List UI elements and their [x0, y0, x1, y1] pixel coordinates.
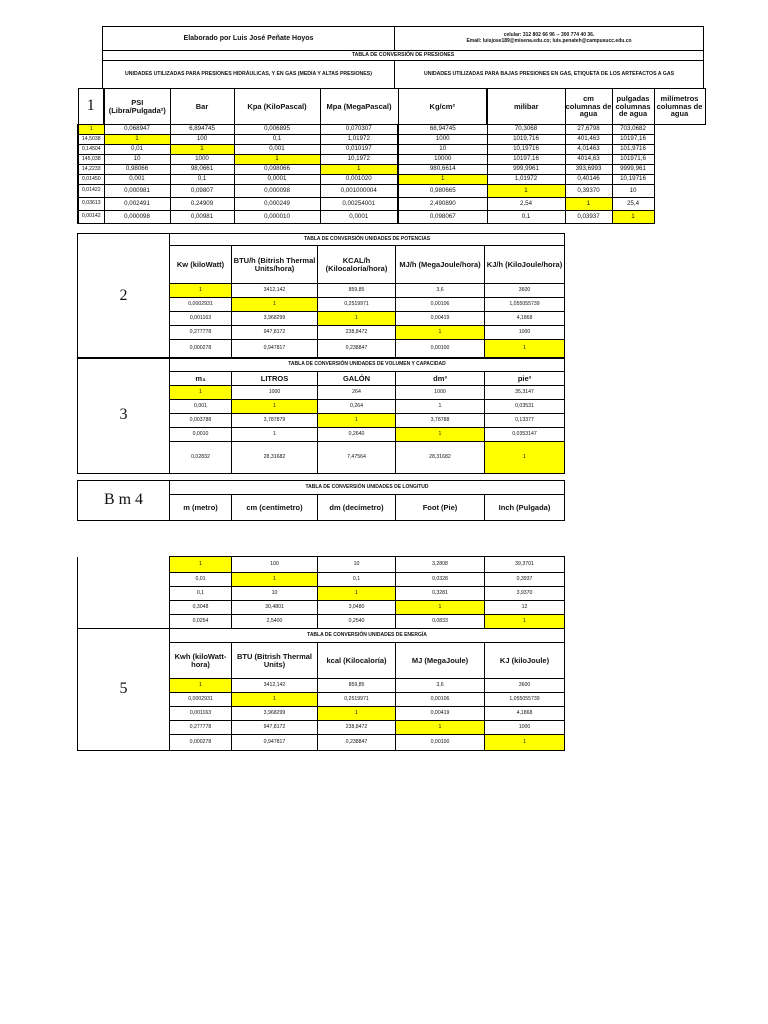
volume-cell: 1000: [232, 386, 318, 400]
energy-header-4: KJ (kiloJoule): [485, 643, 565, 679]
power-cell: 1000: [485, 326, 565, 340]
volume-cell: 1: [232, 428, 318, 442]
pressure-cell: 0,00142: [78, 211, 104, 224]
power-cell: 0,000278: [170, 340, 232, 359]
length-cell: 1: [170, 557, 232, 573]
length-header-1: cm (centímetro): [232, 495, 318, 521]
volume-cell: 0,0353147: [485, 428, 565, 442]
pressure-cell: 10: [104, 155, 170, 165]
length-cell: 0,0328: [396, 573, 485, 587]
pressure-cell: 25,4: [612, 198, 654, 211]
pressure-cell: 1: [565, 198, 612, 211]
pressure-cell: 0,24909: [170, 198, 234, 211]
pressure-cell: 101,9716: [612, 145, 654, 155]
volume-cell: 0,2640: [318, 428, 396, 442]
table-row: [78, 125, 705, 135]
volume-cell: 1: [232, 400, 318, 414]
energy-cell: 0,000278: [170, 735, 232, 751]
pressure-cell: 0,001: [104, 175, 170, 185]
length-cell: 0,1: [318, 573, 396, 587]
volume-cell: 0,0010: [170, 428, 232, 442]
volume-header-1: LITROS: [232, 372, 318, 386]
length-title: TABLA DE CONVERSIÓN UNIDADES DE LONGITUD: [170, 481, 565, 495]
pressure-cell: 98,0661: [170, 165, 234, 175]
pressure-header-3: Mpa (MegaPascal): [320, 89, 398, 125]
pressure-cell: 0,098067: [398, 211, 487, 224]
volume-header-3: dm³: [396, 372, 485, 386]
pressure-cell: 2,490890: [398, 198, 487, 211]
pressure-cell: 0,068947: [104, 125, 170, 135]
energy-cell: 1000: [485, 721, 565, 735]
volume-cell: 0,001: [170, 400, 232, 414]
pressure-cell: 1: [170, 145, 234, 155]
energy-cell: 947,8172: [232, 721, 318, 735]
pressure-cell: 0,03613: [78, 198, 104, 211]
volume-cell: 1: [396, 400, 485, 414]
pressure-cell: 401,463: [565, 135, 612, 145]
pressure-cell: 0,01422: [78, 185, 104, 198]
volume-cell: 7,47564: [318, 442, 396, 474]
energy-cell: 1: [232, 693, 318, 707]
pressure-cell: 0,14504: [78, 145, 104, 155]
section-number-4: B m 4: [78, 481, 170, 521]
power-cell: 859,85: [318, 284, 396, 298]
energy-title: TABLA DE CONVERSIÓN UNIDADES DE ENERGÍA: [170, 629, 565, 643]
volume-cell: 1: [318, 414, 396, 428]
contact-email: Email: luisjose189@misena.edu.co; luis.penateh@campusucc.edu.co: [466, 37, 632, 44]
pressure-cell: 0,1: [487, 211, 565, 224]
pressure-cell: 27,6798: [565, 125, 612, 135]
pressure-cell: 9999,961: [612, 165, 654, 175]
pressure-title: TABLA DE CONVERSIÓN DE PRESIONES: [103, 51, 704, 61]
power-cell: 3600: [485, 284, 565, 298]
power-cell: 3,968299: [232, 312, 318, 326]
length-header-2: dm (decímetro): [318, 495, 396, 521]
power-header-2: KCAL/h (Kilocaloría/hora): [318, 246, 396, 284]
pressure-cell: 0,010197: [320, 145, 398, 155]
energy-cell: 238,8472: [318, 721, 396, 735]
power-cell: 1,055055739: [485, 298, 565, 312]
power-section: [77, 233, 565, 359]
contact-phone: celular: 312 802 66 96 -- 300 774 40 36.: [503, 32, 595, 39]
pressure-header-6: cm columnas de agua: [565, 89, 612, 125]
volume-cell: 0,003788: [170, 414, 232, 428]
length-cell: 3,9370: [485, 587, 565, 601]
power-header-4: KJ/h (KiloJoule/hora): [485, 246, 565, 284]
pressure-cell: 4014,63: [565, 155, 612, 165]
pressure-header-4: Kg/cm²: [398, 89, 487, 125]
volume-cell: 0,03531: [485, 400, 565, 414]
power-cell: 1: [232, 298, 318, 312]
volume-cell: 1: [485, 442, 565, 474]
pressure-cell: 14,2233: [78, 165, 104, 175]
volume-cell: 28,31682: [232, 442, 318, 474]
pressure-cell: 1019,716: [487, 135, 565, 145]
length-cell: 3,2808: [396, 557, 485, 573]
energy-cell: 0,947817: [232, 735, 318, 751]
pressure-cell: 1000: [170, 155, 234, 165]
contact-cell: [395, 27, 704, 51]
pressure-cell: 0,980665: [398, 185, 487, 198]
power-cell: 0,00106: [396, 298, 485, 312]
pressure-header-2: Kpa (KiloPascal): [234, 89, 320, 125]
pressure-cell: 10,19716: [612, 175, 654, 185]
power-cell: 0,2519971: [318, 298, 396, 312]
pressure-cell: 6,894745: [170, 125, 234, 135]
pressure-cell: 0,006895: [234, 125, 320, 135]
volume-cell: 1: [396, 428, 485, 442]
length-cell: 0,3048: [170, 601, 232, 615]
power-cell: 238,8472: [318, 326, 396, 340]
table-row: [78, 211, 705, 224]
pressure-cell: 1,01972: [320, 135, 398, 145]
pressure-header-0: PSI (Libra/Pulgada²): [104, 89, 170, 125]
power-header-0: Kw (kiloWatt): [170, 246, 232, 284]
volume-header-4: pie³: [485, 372, 565, 386]
section-number-1: 1: [78, 89, 104, 125]
pressure-cell: 1,01972: [487, 175, 565, 185]
length-cell: 10: [232, 587, 318, 601]
energy-cell: 0,00106: [396, 693, 485, 707]
length-cell: 12: [485, 601, 565, 615]
length-cell: 1: [318, 587, 396, 601]
table-row: [78, 198, 705, 211]
energy-cell: 0,0002931: [170, 693, 232, 707]
table-row: [78, 165, 705, 175]
power-cell: 1: [396, 326, 485, 340]
length-cell: 0,1: [170, 587, 232, 601]
pressure-cell: 0,00981: [170, 211, 234, 224]
power-cell: 4,1868: [485, 312, 565, 326]
volume-cell: 0,264: [318, 400, 396, 414]
pressure-cell: 0,40146: [565, 175, 612, 185]
pressure-header-8: milímetros columnas de agua: [654, 89, 705, 125]
pressure-cell: 0,001: [234, 145, 320, 155]
length-cell: 3,0480: [318, 601, 396, 615]
table-row: [78, 155, 705, 165]
table-row: [78, 145, 705, 155]
length-cell: 100: [232, 557, 318, 573]
pressure-cell: 703,0682: [612, 125, 654, 135]
energy-cell: 3412,142: [232, 679, 318, 693]
pressure-subtitle-left: UNIDADES UTILIZADAS PARA PRESIONES HIDRÁULICAS, Y EN GAS (MEDIA Y ALTAS PRESIONES): [103, 61, 395, 89]
pressure-header-5: milibar: [487, 89, 565, 125]
energy-cell: 0,00419: [396, 707, 485, 721]
energy-cell: 3,6: [396, 679, 485, 693]
header-block: [102, 26, 704, 89]
length-header-0: m (metro): [170, 495, 232, 521]
power-cell: 1: [485, 340, 565, 359]
pressure-cell: 14,5038: [78, 135, 104, 145]
pressure-cell: 1: [320, 165, 398, 175]
author-text: Elaborado por Luis José Peñate Hoyos: [183, 34, 314, 42]
energy-header-0: Kwh (kiloWatt-hora): [170, 643, 232, 679]
energy-cell: 3600: [485, 679, 565, 693]
power-cell: 0,001163: [170, 312, 232, 326]
pressure-cell: 100: [170, 135, 234, 145]
pressure-cell: 10000: [398, 155, 487, 165]
volume-cell: 1000: [396, 386, 485, 400]
energy-cell: 0,2519971: [318, 693, 396, 707]
pressure-cell: 1: [612, 211, 654, 224]
pressure-cell: 0,39370: [565, 185, 612, 198]
length-cell: 30,4801: [232, 601, 318, 615]
pressure-cell: 1: [234, 155, 320, 165]
pressure-cell: 1: [104, 135, 170, 145]
length-section: [77, 480, 565, 521]
length-cell: 0,3937: [485, 573, 565, 587]
length-cell: 10: [318, 557, 396, 573]
pressure-section: [77, 88, 706, 224]
power-cell: 3,6: [396, 284, 485, 298]
volume-cell: 264: [318, 386, 396, 400]
table-row: [78, 557, 565, 573]
energy-cell: 0,001163: [170, 707, 232, 721]
energy-cell: 0,238847: [318, 735, 396, 751]
power-cell: 0,947817: [232, 340, 318, 359]
power-cell: 1: [170, 284, 232, 298]
pressure-subtitle-right: UNIDADES UTILIZADAS PARA BAJAS PRESIONES EN GAS, ETIQUETA DE LOS ARTEFACTOS A GAS: [395, 61, 704, 89]
power-header-1: BTU/h (Bitrish Thermal Units/hora): [232, 246, 318, 284]
power-title: TABLA DE CONVERSIÓN UNIDADES DE POTENCIAS: [170, 234, 565, 246]
energy-header-3: MJ (MegaJoule): [396, 643, 485, 679]
length-cell: 0,01: [170, 573, 232, 587]
pressure-cell: 2,54: [487, 198, 565, 211]
pressure-cell: 10: [398, 145, 487, 155]
power-cell: 0,277778: [170, 326, 232, 340]
pressure-cell: 4,01463: [565, 145, 612, 155]
energy-cell: 1: [396, 721, 485, 735]
energy-cell: 859,85: [318, 679, 396, 693]
section-number-3: 3: [78, 358, 170, 474]
pressure-cell: 0,000249: [234, 198, 320, 211]
power-cell: 1: [318, 312, 396, 326]
pressure-cell: 0,1: [170, 175, 234, 185]
pressure-header-7: pulgadas columnas de agua: [612, 89, 654, 125]
pressure-cell: 10197,16: [612, 135, 654, 145]
pressure-cell: 10,19716: [487, 145, 565, 155]
pressure-cell: 1000: [398, 135, 487, 145]
pressure-cell: 0,1: [234, 135, 320, 145]
author-cell: [103, 27, 395, 51]
pressure-cell: 0,001020: [320, 175, 398, 185]
volume-cell: 0,13377: [485, 414, 565, 428]
pressure-cell: 0,98066: [104, 165, 170, 175]
power-cell: 0,0002931: [170, 298, 232, 312]
volume-header-0: m₃: [170, 372, 232, 386]
length-cell: 0,0254: [170, 615, 232, 629]
power-cell: 0,00100: [396, 340, 485, 359]
length-section-continued: [77, 556, 565, 629]
energy-header-1: BTU (Bitrish Thermal Units): [232, 643, 318, 679]
energy-cell: 4,1868: [485, 707, 565, 721]
length-cell: 39,3701: [485, 557, 565, 573]
pressure-cell: 0,000098: [104, 211, 170, 224]
pressure-cell: 1: [487, 185, 565, 198]
length-header-4: Inch (Pulgada): [485, 495, 565, 521]
length-cell: 1: [485, 615, 565, 629]
volume-header-2: GALÓN: [318, 372, 396, 386]
pressure-cell: 0,01: [104, 145, 170, 155]
section-number-2: 2: [78, 234, 170, 359]
power-cell: 3412,142: [232, 284, 318, 298]
volume-section: [77, 357, 565, 474]
pressure-cell: 0,03937: [565, 211, 612, 224]
power-cell: 0,238847: [318, 340, 396, 359]
volume-cell: 28,31682: [396, 442, 485, 474]
pressure-header-1: Bar: [170, 89, 234, 125]
pressure-cell: 1: [78, 125, 104, 135]
energy-cell: 1: [485, 735, 565, 751]
pressure-cell: 393,6993: [565, 165, 612, 175]
length-cell: 0,3281: [396, 587, 485, 601]
power-cell: 947,8172: [232, 326, 318, 340]
volume-cell: 0,02832: [170, 442, 232, 474]
table-row: [78, 135, 705, 145]
energy-cell: 1: [170, 679, 232, 693]
power-cell: 0,00419: [396, 312, 485, 326]
energy-cell: 1,055055739: [485, 693, 565, 707]
volume-title: TABLA DE CONVERSIÓN UNIDADES DE VOLUMEN Y CAPACIDAD: [170, 358, 565, 372]
pressure-cell: 1: [398, 175, 487, 185]
pressure-cell: 0,000981: [104, 185, 170, 198]
section-number-5: 5: [78, 629, 170, 751]
pressure-cell: 68,94745: [398, 125, 487, 135]
energy-section: [77, 628, 565, 751]
pressure-cell: 0,000098: [234, 185, 320, 198]
pressure-cell: 10,1972: [320, 155, 398, 165]
pressure-cell: 0,098066: [234, 165, 320, 175]
pressure-cell: 980,6614: [398, 165, 487, 175]
table-row: [78, 175, 705, 185]
power-header-3: MJ/h (MegaJoule/hora): [396, 246, 485, 284]
energy-header-2: kcal (Kilocaloría): [318, 643, 396, 679]
pressure-cell: 999,9961: [487, 165, 565, 175]
pressure-cell: 0,000010: [234, 211, 320, 224]
table-row: [78, 185, 705, 198]
length-header-3: Foot (Pie): [396, 495, 485, 521]
energy-cell: 0,277778: [170, 721, 232, 735]
pressure-cell: 145,038: [78, 155, 104, 165]
pressure-cell: 0,0001: [320, 211, 398, 224]
volume-cell: 35,3147: [485, 386, 565, 400]
pressure-cell: 70,3068: [487, 125, 565, 135]
pressure-cell: 0,001000004: [320, 185, 398, 198]
length-cell: 0,0833: [396, 615, 485, 629]
energy-cell: 3,968299: [232, 707, 318, 721]
pressure-cell: 0,002491: [104, 198, 170, 211]
pressure-cell: 0,09807: [170, 185, 234, 198]
length-cell: 0,2540: [318, 615, 396, 629]
pressure-cell: 10197,16: [487, 155, 565, 165]
pressure-cell: 0,0001: [234, 175, 320, 185]
pressure-cell: 0,01450: [78, 175, 104, 185]
pressure-cell: 0,00254001: [320, 198, 398, 211]
pressure-cell: 101971,6: [612, 155, 654, 165]
energy-cell: 1: [318, 707, 396, 721]
length-cell: 1: [396, 601, 485, 615]
volume-cell: 1: [170, 386, 232, 400]
volume-cell: 3,78788: [396, 414, 485, 428]
length-cell: 2,5400: [232, 615, 318, 629]
length-cell: 1: [232, 573, 318, 587]
volume-cell: 3,787879: [232, 414, 318, 428]
pressure-cell: 0,070307: [320, 125, 398, 135]
energy-cell: 0,00100: [396, 735, 485, 751]
length-blank-left: [78, 557, 170, 629]
pressure-cell: 10: [612, 185, 654, 198]
